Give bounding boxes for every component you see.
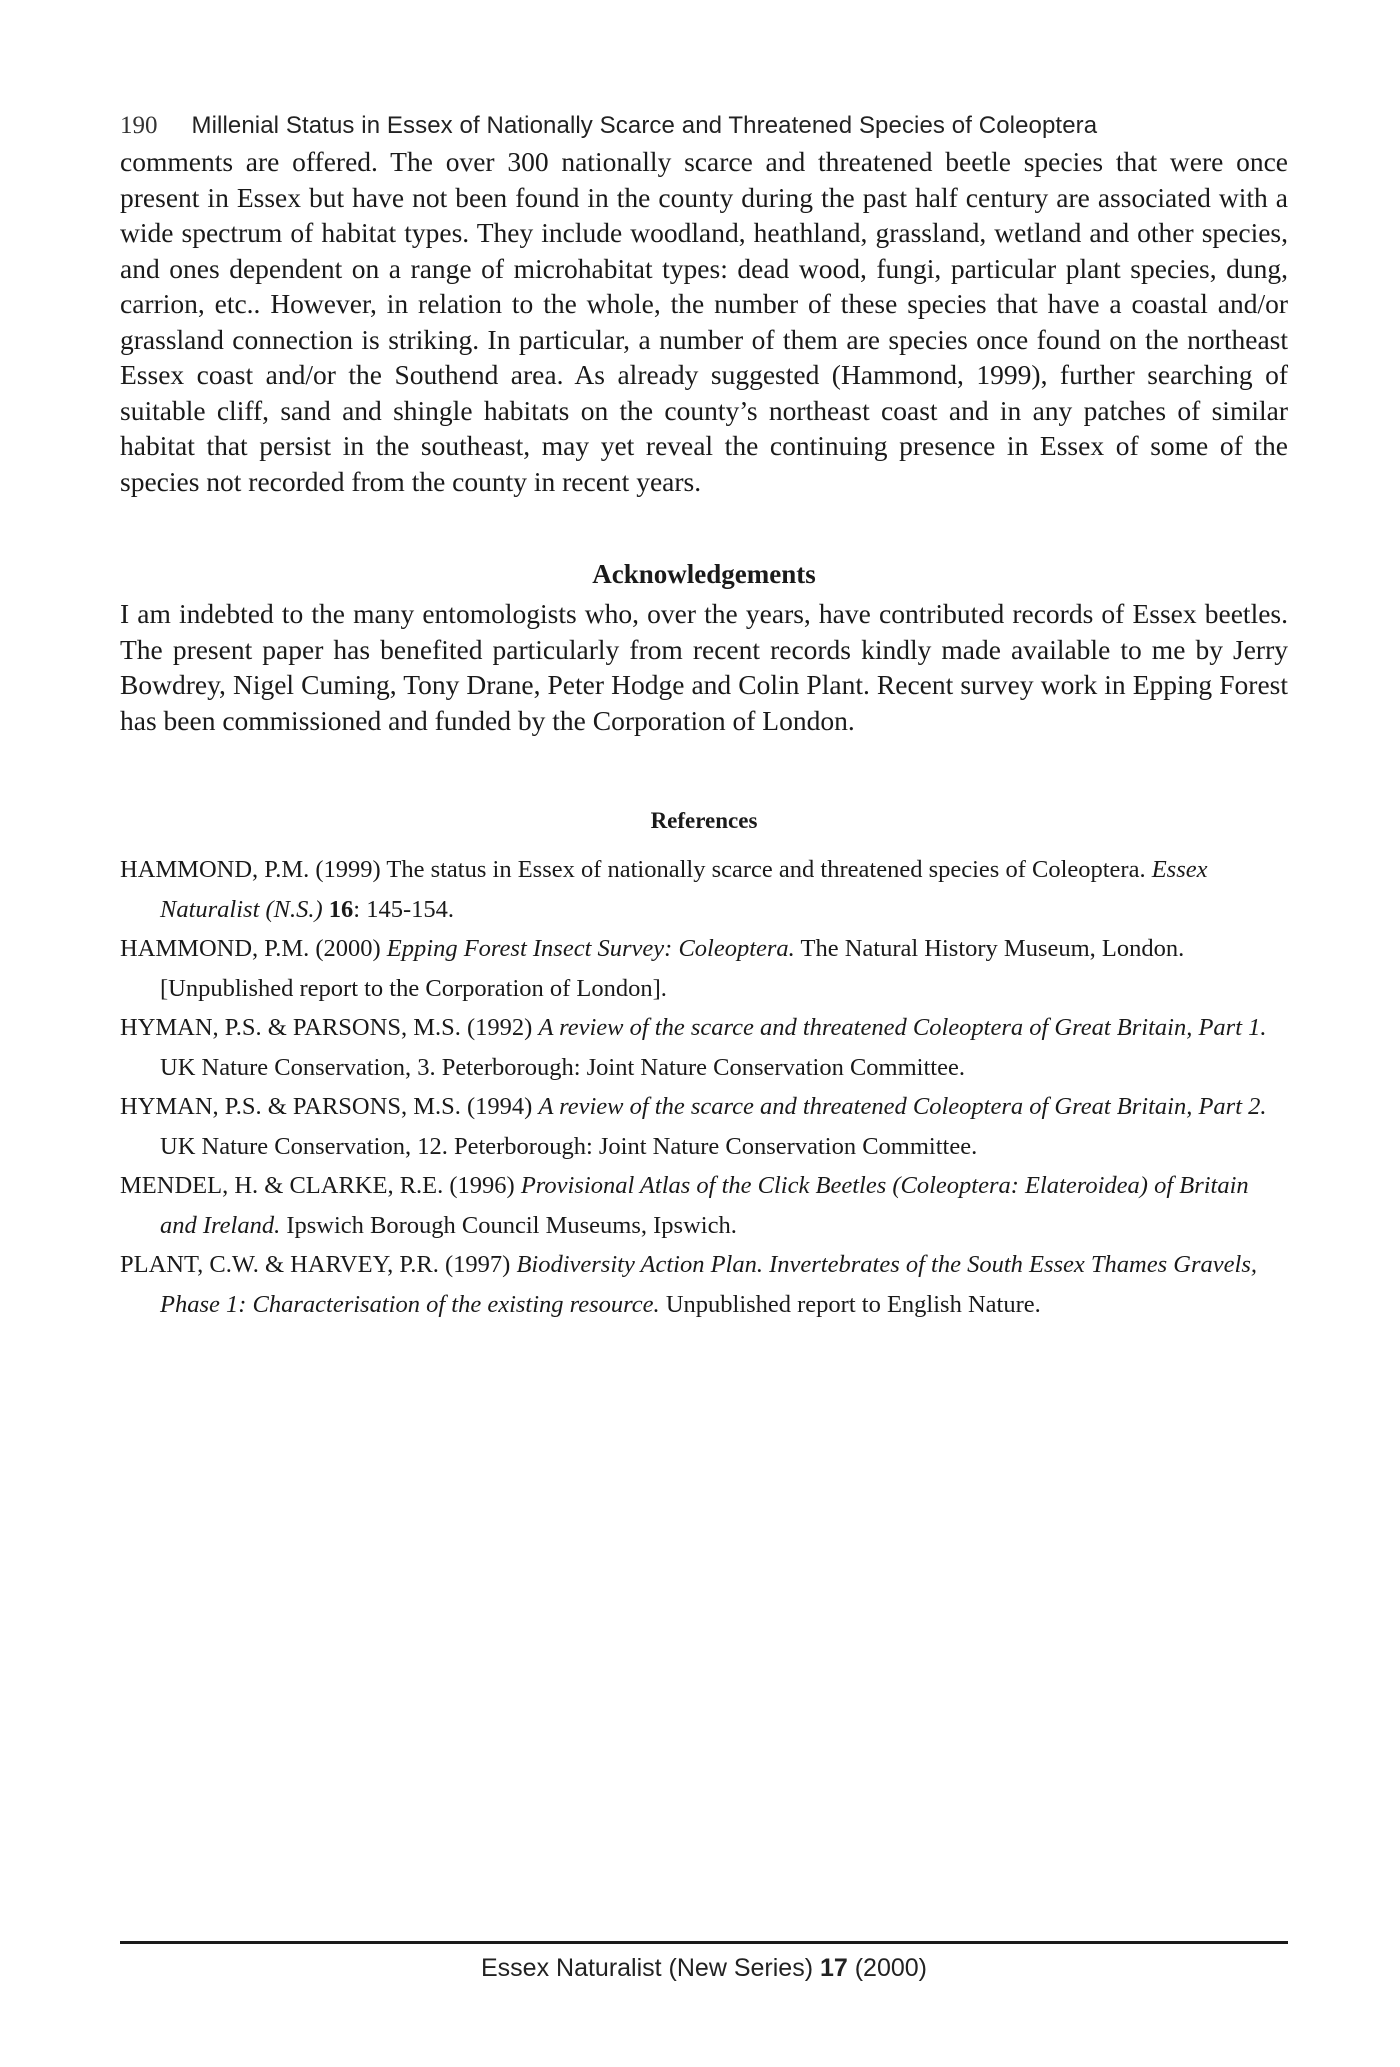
intro-paragraph: comments are offered. The over 300 nationally scarce and threatened beetle species that were once present in Essex but have not been found in the county during the past half century are associated with a wide spectrum of habitat types. They include woodland, heathland, grassland, wetland and other species, and ones dependent on a range of microhabitat types: dead wood, fungi, particular plant species, dung, carrion, etc.. However, in relation to the whole, the number of these species that have a coastal and/or grassland connection is striking. In particular, a number of them are species once found on the northeast Essex coast and/or the Southend area. As already suggested (Hammond, 1999), further searching of suitable cliff, sand and shingle habitats on the county’s northeast coast and in any patches of similar habitat that persist in the southeast, may yet reveal the continuing presence in Essex of some of the species not recorded from the county in recent years. [120,146,1288,497]
reference-title: Epping Forest Insect Survey: Coleoptera. [386,935,795,962]
acknowledgements-heading: Acknowledgements [592,559,816,589]
reference-volume: 16 [322,895,354,923]
reference-rest: UK Nature Conservation, 12. Peterborough: Joint Nature Conservation Committee. [160,1132,978,1160]
footer-journal: Essex Naturalist (New Series) [480,1954,820,1982]
reference-item [120,1245,1288,1324]
reference-title: Provisional Atlas of the Click Beetles (Coleoptera: Elateroidea) of Britain and Ireland. [160,1172,1249,1239]
footer-year: (2000) [847,1954,927,1982]
reference-authors: HYMAN, P.S. & PARSONS, M.S. (1994) [120,1093,539,1120]
reference-authors: HAMMOND, P.M. (2000) [120,935,387,962]
reference-item [120,850,1288,929]
running-header [120,112,1288,140]
document-page [120,112,1288,1324]
page-number: 190 [120,112,158,139]
reference-rest: : 145-154. [353,895,455,923]
reference-authors: HYMAN, P.S. & PARSONS, M.S. (1992) [120,1014,539,1041]
reference-title: A review of the scarce and threatened Coleoptera of Great Britain, Part 2. [538,1093,1267,1120]
reference-rest: Ipswich Borough Council Museums, Ipswich. [280,1211,737,1239]
page-footer [120,1941,1288,1983]
reference-title: The status in Essex of nationally scarce and threatened species of Coleoptera. [386,856,1152,883]
reference-rest: UK Nature Conservation, 3. Peterborough: Joint Nature Conservation Committee. [160,1053,965,1081]
reference-authors: MENDEL, H. & CLARKE, R.E. (1996) [120,1172,521,1199]
footer-volume: 17 [819,1954,848,1982]
reference-item [120,1166,1288,1245]
references-heading: References [650,808,758,833]
running-title: Millenial Status in Essex of Nationally Scarce and Threatened Species of Coleoptera [191,112,1098,139]
reference-rest: The Natural History Museum, London. [Unpublished report to the Corporation of London]. [160,935,1185,1002]
reference-journal: Essex Naturalist (N.S.) [160,856,1208,923]
reference-item [120,1087,1288,1166]
reference-item [120,929,1288,1008]
reference-authors: PLANT, C.W. & HARVEY, P.R. (1997) [120,1251,517,1278]
acknowledgements-text: I am indebted to the many entomologists who, over the years, have contributed records of Essex beetles. The present paper has benefited particularly from recent records kindly made available to me by Jerry Bowdrey, Nigel Cuming, Tony Drane, Peter Hodge and Colin Plant. Recent survey work in Epping Forest has been commissioned and funded by the Corporation of London. [120,598,1288,736]
reference-title: A review of the scarce and threatened Coleoptera of Great Britain, Part 1. [538,1014,1267,1041]
reference-item [120,1008,1288,1087]
reference-list [120,850,1288,1324]
reference-authors: HAMMOND, P.M. (1999) [120,856,387,883]
reference-rest: Unpublished report to English Nature. [659,1290,1041,1318]
reference-title: Biodiversity Action Plan. Invertebrates of the South Essex Thames Gravels, Phase 1: Characterisation of the existing resource. [160,1251,1257,1318]
